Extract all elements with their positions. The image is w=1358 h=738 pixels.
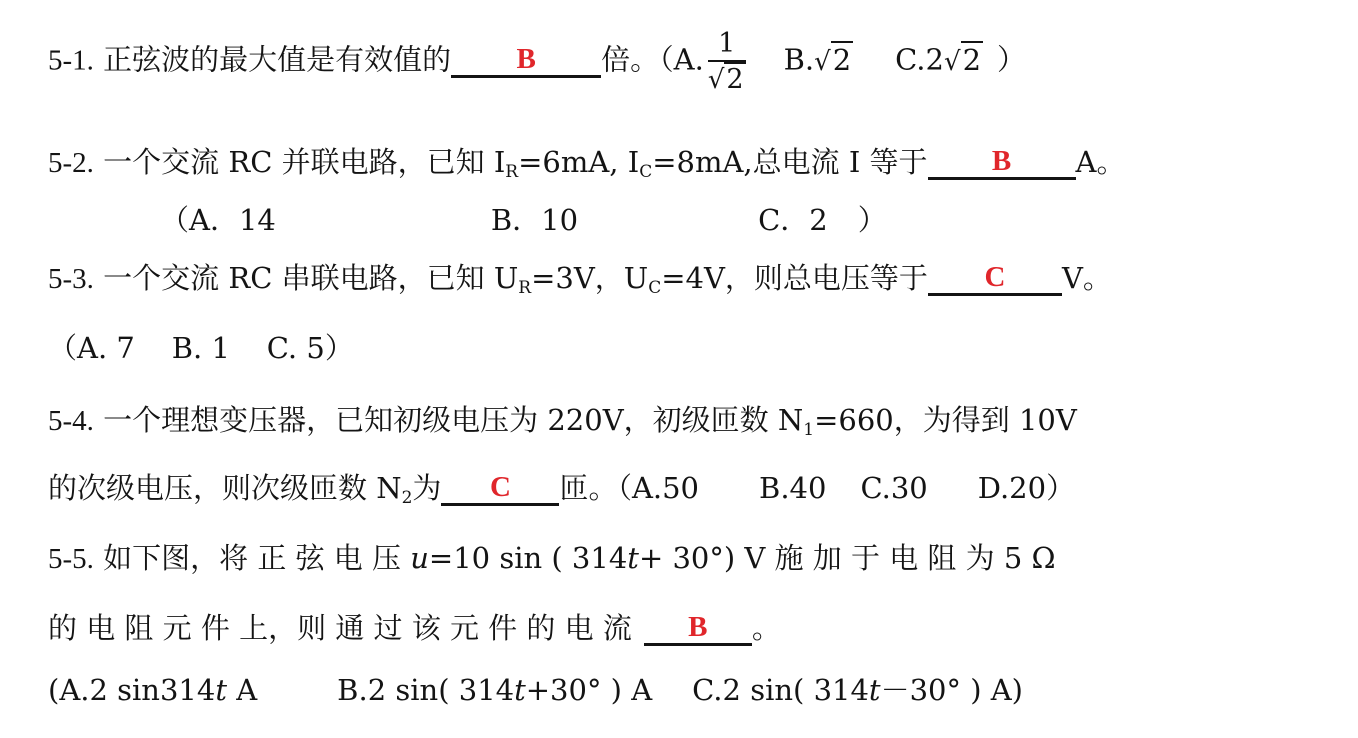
question-text: =6mA, I (518, 145, 640, 179)
option-b (337, 673, 652, 707)
question-text: 的次级电压，则次级匝数 N (48, 471, 402, 505)
answer-mark: B (688, 611, 708, 643)
question-5-2 (48, 142, 1125, 182)
fraction-1-over-sqrt2 (708, 30, 746, 93)
close-paren: ） (857, 203, 887, 237)
question-text-after: A。 (1075, 145, 1126, 179)
variable-t: t (868, 673, 881, 707)
question-text: =8mA,总电流 I 等于 (652, 145, 928, 179)
subscript: C (639, 162, 653, 182)
option-b-label: B. (783, 42, 815, 77)
question-number: 5-5. (48, 543, 94, 575)
variable-t: t (215, 673, 227, 707)
question-text: 一个交流 RC 串联电路，已知 U (103, 261, 519, 295)
option-a-unit: A (236, 673, 258, 707)
sqrt-symbol: √2 (707, 64, 744, 95)
option-c-text: C.2 sin( 314 (692, 673, 869, 707)
option-c: C．2 (758, 203, 828, 237)
question-text: =10 sin ( 314 (428, 541, 628, 575)
question-5-1 (48, 28, 1027, 95)
question-5-5-cont (48, 608, 781, 648)
options-text: （A. 7 B. 1 C. 5） (48, 331, 354, 365)
subscript: 1 (803, 420, 815, 440)
option-a: （A．14 (160, 203, 276, 237)
options-5-3 (48, 328, 354, 368)
option-d: D.20） (977, 471, 1076, 505)
option-b-text: B.2 sin( 314 (337, 673, 515, 707)
question-text: 为 (412, 471, 442, 505)
subscript: 2 (401, 488, 413, 508)
answer-mark: C (984, 261, 1006, 293)
question-5-3 (48, 258, 1112, 298)
options-5-5 (48, 670, 1023, 710)
question-text-after: 。 (751, 611, 781, 645)
fraction-numerator: 1 (708, 30, 746, 62)
question-number: 5-1. (48, 44, 94, 77)
question-text: + 30°) V 施 加 于 电 阻 为 5 Ω (638, 541, 1056, 575)
question-text-after: 匝。（A.50 (559, 471, 700, 505)
radicand: 2 (726, 64, 744, 95)
radicand: 2 (832, 42, 852, 77)
answer-blank (441, 469, 559, 506)
option-b: B.40 (759, 471, 827, 505)
subscript: C (648, 278, 662, 298)
question-text-after: V。 (1061, 261, 1112, 295)
variable-t: t (514, 673, 526, 707)
answer-mark: C (489, 471, 511, 503)
variable-u: u (410, 541, 429, 575)
answer-blank (928, 143, 1076, 180)
sqrt-symbol: √2 (943, 42, 982, 77)
options-5-2 (160, 200, 887, 240)
question-text: =3V，U (531, 261, 649, 295)
question-number: 5-2. (48, 147, 94, 179)
answer-mark: B (516, 42, 536, 75)
option-c: C.30 (860, 471, 928, 505)
answer-blank (644, 609, 752, 646)
answer-blank (928, 259, 1062, 296)
option-a-text: (A.2 sin314 (48, 673, 216, 707)
variable-t: t (627, 541, 639, 575)
question-5-5 (48, 538, 1056, 578)
option-a (48, 673, 257, 707)
question-number: 5-4. (48, 405, 94, 437)
question-text: 一个理想变压器，已知初级电压为 220V，初级匝数 N (103, 403, 804, 437)
question-text: 正弦波的最大值是有效值的 (103, 42, 452, 77)
question-text-after: 倍。（A. (601, 42, 704, 77)
option-b: B．10 (490, 203, 579, 237)
answer-mark: B (991, 145, 1012, 177)
option-b-text-tail: +30° ) A (525, 673, 653, 707)
option-c-label: C.2 (895, 42, 944, 77)
option-c-text-tail: －30° ) A) (880, 673, 1023, 707)
sqrt-symbol: √2 (814, 42, 852, 77)
radicand: 2 (962, 42, 982, 77)
close-paren: ） (997, 42, 1027, 77)
question-5-4 (48, 400, 1077, 440)
question-5-4-cont (48, 468, 1075, 508)
answer-blank (451, 41, 601, 78)
question-text: =4V，则总电压等于 (661, 261, 928, 295)
question-number: 5-3. (48, 263, 94, 295)
subscript: R (505, 162, 519, 182)
question-text: 如下图，将 正 弦 电 压 (103, 541, 402, 575)
question-text: =660，为得到 10V (814, 403, 1077, 437)
question-text: 一个交流 RC 并联电路，已知 I (103, 145, 506, 179)
subscript: R (518, 278, 532, 298)
option-c (692, 673, 1023, 707)
question-text: 的 电 阻 元 件 上，则 通 过 该 元 件 的 电 流 (48, 611, 632, 645)
